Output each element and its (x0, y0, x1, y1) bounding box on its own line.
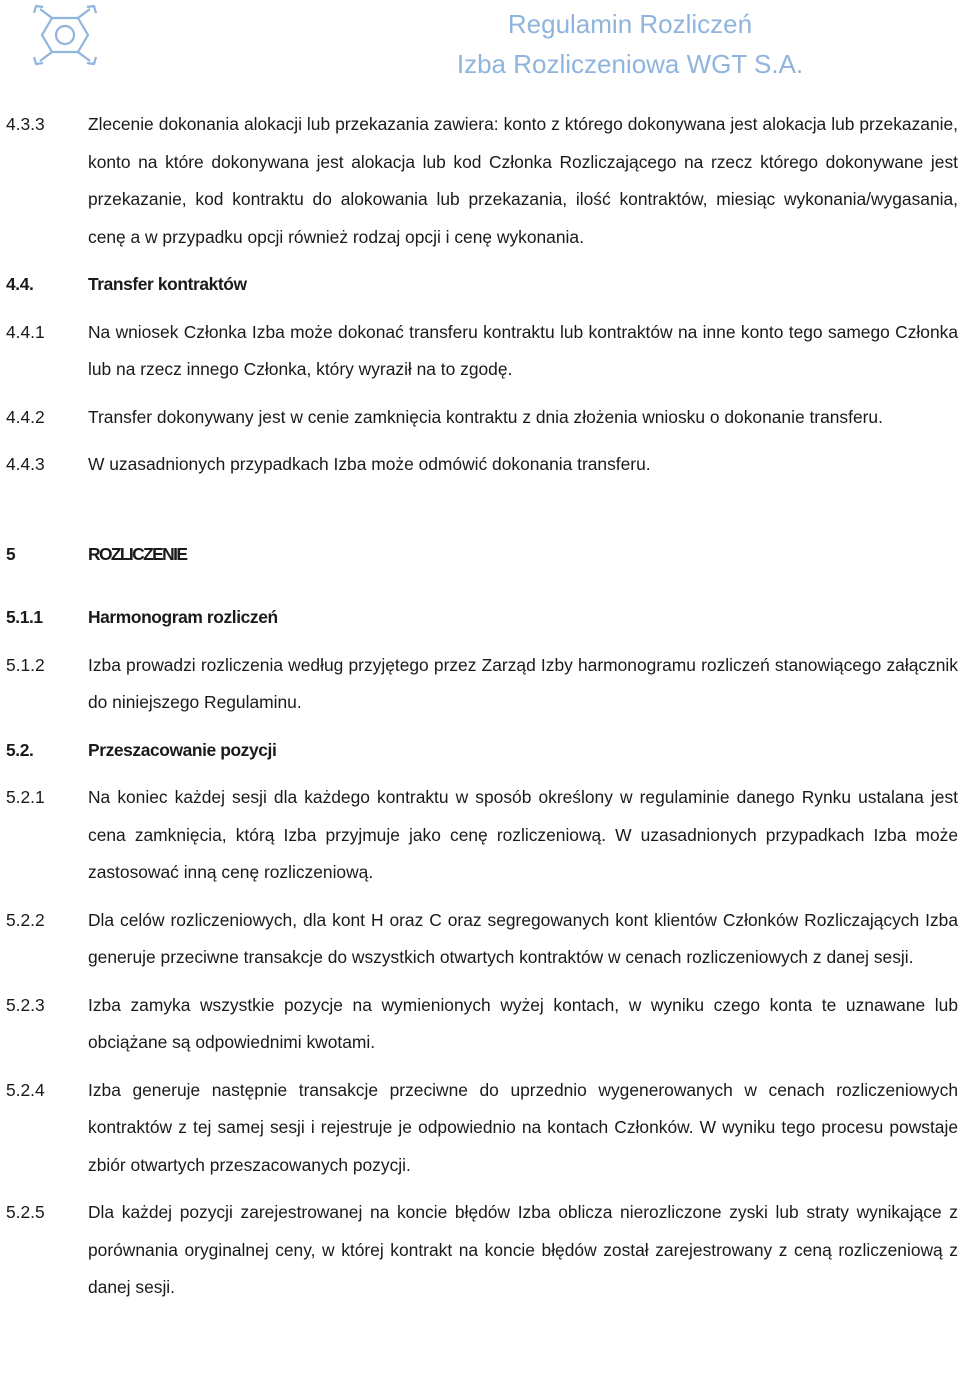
paragraph-4-4-3 (6, 446, 958, 484)
paragraph-5-2-4 (6, 1072, 958, 1185)
paragraph-number: 5.2.5 (6, 1202, 45, 1222)
document-subtitle: Izba Rozliczeniowa WGT S.A. (456, 49, 804, 79)
paragraph-text: Na wniosek Członka Izba może dokonać transferu kontraktu lub kontraktów na inne konto tego samego Członka lub na rzecz innego Członka, który wyraził na to zgodę. (88, 321, 958, 379)
paragraph-number: 5.2.4 (6, 1079, 45, 1100)
document-body (6, 106, 958, 1307)
exchange-arrows-logo-icon (28, 4, 102, 66)
paragraph-text: Zlecenie dokonania alokacji lub przekazania zawiera: konto z którego dokonywana jest alokacja lub przekazanie, konto na które dokonywana jest alokacja lub kod Członka Rozliczającego na rzecz którego dokonywane jest przekazanie, kod kontraktu do alokowania lub przekazania, ilość kontraktów, miesiąc wykonania/wygasania, cenę a w przypadku opcji również rodzaj opcji i cenę wykonania. (88, 114, 958, 247)
paragraph-text: Transfer dokonywany jest w cenie zamknięcia kontraktu z dnia złożenia wniosku o dokonanie transferu. (88, 406, 883, 427)
heading-text: Transfer kontraktów (88, 274, 247, 294)
paragraph-number: 5.2.3 (6, 994, 45, 1015)
paragraph-text: W uzasadnionych przypadkach Izba może odmówić dokonania transferu. (88, 454, 651, 474)
paragraph-5-2-5 (6, 1194, 958, 1307)
paragraph-number: 4.4.2 (6, 406, 45, 427)
paragraph-4-4-2 (6, 399, 958, 437)
heading-4-4 (6, 266, 958, 304)
paragraph-4-4-1 (6, 314, 958, 389)
heading-number: 5.2. (6, 739, 34, 760)
heading-number: 4.4. (6, 274, 34, 294)
paragraph-number: 5.1.2 (6, 654, 45, 675)
heading-5-2 (6, 732, 958, 770)
paragraph-number: 4.4.1 (6, 321, 45, 342)
document-title: Regulamin Rozliczeń (507, 9, 753, 39)
paragraph-4-3-3 (6, 106, 958, 256)
paragraph-text: Izba zamyka wszystkie pozycje na wymienionych wyżej kontach, w wyniku czego konta te uznawane lub obciążane są odpowiednimi kwotami. (88, 994, 958, 1052)
paragraph-5-2-2 (6, 902, 958, 977)
paragraph-number: 5.2.2 (6, 909, 45, 930)
paragraph-number: 4.4.3 (6, 454, 45, 474)
paragraph-5-2-1 (6, 779, 958, 892)
heading-number: 5.1.1 (6, 607, 43, 627)
paragraph-text: Na koniec każdej sesji dla każdego kontraktu w sposób określony w regulaminie danego Rynku ustalana jest cena zamknięcia, którą Izba przyjmuje jako cenę rozliczeniową. W uzasadnionych przypadkach Izba może zastosować inną cenę rozliczeniową. (88, 787, 958, 882)
heading-text: Harmonogram rozliczeń (88, 607, 278, 627)
document-header (300, 4, 960, 84)
heading-number: 5 (6, 543, 16, 564)
paragraph-text: Izba generuje następnie transakcje przeciwne do uprzednio wygenerowanych w cenach rozliczeniowych kontraktów z tej samej sesji i rejestruje je odpowiednio na kontach Członków. W wyniku tego procesu powstaje zbiór otwartych przeszacowanych pozycji. (88, 1079, 958, 1175)
paragraph-text: Izba prowadzi rozliczenia według przyjętego przez Zarząd Izby harmonogramu rozliczeń stanowiącego załącznik do niniejszego Regulaminu. (88, 654, 958, 712)
paragraph-text: Dla każdej pozycji zarejestrowanej na koncie błędów Izba oblicza nierozliczone zyski lub straty wynikające z porównania oryginalnej ceny, w której kontrakt na koncie błędów został zarejestrowany z ceną rozliczeniową z danej sesji. (88, 1202, 958, 1297)
paragraph-5-2-3 (6, 987, 958, 1062)
paragraph-number: 4.3.3 (6, 114, 45, 134)
paragraph-text: Dla celów rozliczeniowych, dla kont H oraz C oraz segregowanych kont klientów Członków Rozliczających Izba generuje przeciwne transakcje do wszystkich otwartych kontraktów w cenach rozliczeniowych z danej sesji. (88, 909, 958, 967)
heading-text: ROZLICZENIE (88, 543, 187, 564)
paragraph-number: 5.2.1 (6, 787, 45, 807)
heading-5 (6, 536, 958, 574)
paragraph-5-1-2 (6, 647, 958, 722)
heading-text: Przeszacowanie pozycji (88, 739, 277, 760)
heading-5-1-1 (6, 599, 958, 637)
